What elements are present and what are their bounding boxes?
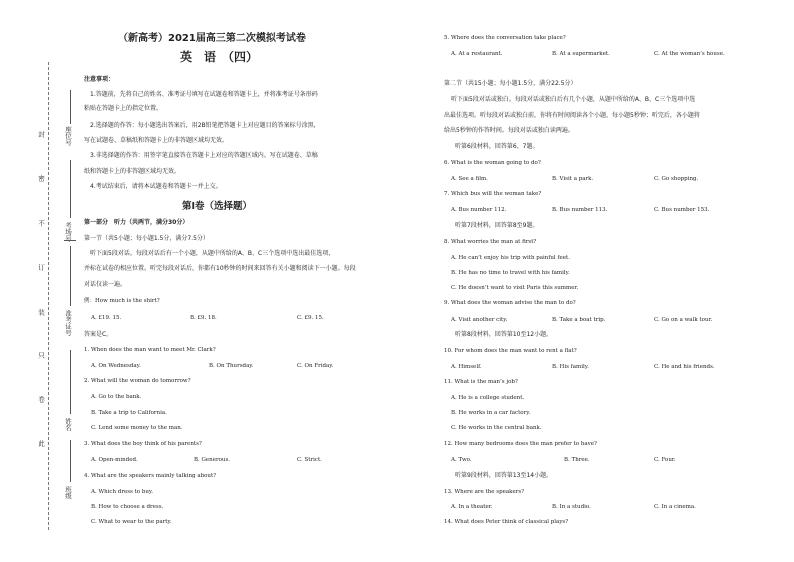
option: B. How to choose a dress. xyxy=(91,504,164,510)
section1-instruction: 听下面5段对话。每段对话后有一个小题，从题中所给的A、B、C三个选项中选出最佳选项， xyxy=(90,250,335,257)
seal-char: 装 xyxy=(37,309,45,316)
seal-char: 卷 xyxy=(37,396,45,403)
option: C. Four. xyxy=(654,457,676,463)
question-9: 9. What does the woman advise the man to do? xyxy=(444,300,576,306)
notice-line: 纸和答题卡上的非答题区域均无效。 xyxy=(84,168,181,175)
question-8: 8. What worries the man at first? xyxy=(444,239,537,245)
cut-line xyxy=(48,62,49,530)
option: C. What to wear to the party. xyxy=(91,519,172,525)
section1-title: 第一节（共5小题；每小题1.5分，满分7.5分） xyxy=(84,235,209,242)
notice-line: 写在试题卷、草稿纸和答题卡上的非答题区域均无效。 xyxy=(84,137,229,144)
question-11: 11. What is the man’s job? xyxy=(444,379,518,385)
question-6: 6. What is the woman going to do? xyxy=(444,160,541,166)
option: A. At a restaurant. xyxy=(451,51,503,57)
part1-title: 第一部分 听力（共两节，满分30分） xyxy=(84,219,189,226)
option: C. Bus number 153. xyxy=(654,207,710,213)
label-banji: 班级 xyxy=(64,486,72,499)
question-5: 5. Where does the conversation take place? xyxy=(444,35,566,41)
question-10: 10. For whom does the man want to rent a flat? xyxy=(444,348,577,354)
option: A. He is a college student. xyxy=(451,395,525,401)
option: A. Open-minded. xyxy=(91,457,138,463)
notice-line: 2.选择题的作答：每小题选出答案后，用2B铅笔把答题卡上对应题目的答案标号涂黑， xyxy=(90,122,320,129)
section1-instruction: 并标在试卷的相应位置。听完每段对话后，你都有10秒钟的时间来回答有关小题和阅读下一小题。每段 xyxy=(84,265,356,272)
question-1: 1. When does the man want to meet Mr. Clark? xyxy=(84,347,216,353)
option: B. He works in a car factory. xyxy=(451,410,531,416)
section1-instruction: 对话仅读一遍。 xyxy=(84,281,127,288)
subject-title: 英 语 （四） xyxy=(180,50,259,64)
section2-instruction: 听下面5段对话或独白。每段对话或独白后有几个小题，从题中所给的A、B、C三个选项中选 xyxy=(451,96,696,103)
option: C. In a cinema. xyxy=(654,504,696,510)
option: B. Take a trip to California. xyxy=(91,410,167,416)
option: A. Visit another city. xyxy=(451,317,508,323)
seal-char: 订 xyxy=(37,264,45,271)
option: C. He works in the central bank. xyxy=(451,425,542,431)
option: A. He can’t enjoy his trip with painful feet. xyxy=(451,255,570,261)
option: B. His family. xyxy=(552,364,589,370)
seal-char: 封 xyxy=(37,131,45,138)
notice-line: 3.非选择题的作答：用签字笔直接答在答题卡上对应的答题区域内。写在试题卷、草稿 xyxy=(90,152,318,159)
option: A. On Wednesday. xyxy=(91,363,141,369)
question-2: 2. What will the woman do tomorrow? xyxy=(84,378,191,384)
seal-char: 不 xyxy=(37,220,45,227)
example-option: B. £9. 18. xyxy=(190,315,217,321)
option: C. Go shopping. xyxy=(654,176,699,182)
notice-line: 粘贴在答题卡上的指定位置。 xyxy=(84,105,163,112)
volume-title: 第Ⅰ卷（选择题） xyxy=(182,201,253,212)
notice-line: 4.考试结束后，请将本试题卷和答题卡一并上交。 xyxy=(90,183,222,190)
seal-char: 此 xyxy=(37,440,45,447)
option: C. He doesn’t want to visit Paris this summer. xyxy=(451,285,579,291)
option: A. Go to the bank. xyxy=(91,394,142,400)
option: B. Visit a park. xyxy=(552,176,594,182)
option: B. At a supermarket. xyxy=(552,51,610,57)
option: C. He and his friends. xyxy=(654,364,715,370)
question-3: 3. What does the boy think of his parents? xyxy=(84,441,202,447)
section2-instruction: 给出5秒钟的作答时间。每段对话或独白读两遍。 xyxy=(444,127,574,134)
option: C. Lend some money to the man. xyxy=(91,425,183,431)
option: B. In a studio. xyxy=(552,504,591,510)
option: C. Go on a walk tour. xyxy=(654,317,713,323)
option: A. Bus number 112. xyxy=(451,207,507,213)
option: A. Two. xyxy=(451,457,472,463)
seal-char: 密 xyxy=(37,175,45,182)
question-4: 4. What are the speakers mainly talking about? xyxy=(84,473,217,479)
exam-title: （新高考）2021届高三第二次模拟考试卷 xyxy=(118,33,306,44)
label-kaochang: 考场号 xyxy=(64,222,72,242)
question-14: 14. What does Peter think of classical plays? xyxy=(444,519,569,525)
notice-title: 注意事项： xyxy=(84,76,115,83)
example-option: C. £9. 15. xyxy=(297,315,324,321)
question-7: 7. Which bus will the woman take? xyxy=(444,191,542,197)
label-xingming: 姓名 xyxy=(64,418,72,431)
option: A. Which dress to buy. xyxy=(91,489,154,495)
option: A. See a film. xyxy=(451,176,488,182)
listening-prompt: 听第8段材料，回答第10至12小题。 xyxy=(455,331,553,338)
question-12: 12. How many bedrooms does the man prefer to have? xyxy=(444,441,597,447)
option: B. On Thursday. xyxy=(209,363,254,369)
notice-line: 1.答题前，先将自己的姓名、准考证号填写在试题卷和答题卡上，并将准考证号条形码 xyxy=(90,91,318,98)
listening-prompt: 听第9段材料，回答第13至14小题。 xyxy=(455,472,553,479)
listening-prompt: 听第7段材料，回答第8至9题。 xyxy=(455,222,539,229)
option: A. In a theater. xyxy=(451,504,493,510)
option: B. Generous. xyxy=(194,457,231,463)
question-13: 13. Where are the speakers? xyxy=(444,489,525,495)
example-option: A. £19. 15. xyxy=(91,315,122,321)
option: B. Take a boat trip. xyxy=(552,317,606,323)
listening-prompt: 听第6段材料，回答第6、7题。 xyxy=(455,143,539,150)
option: B. Bus number 113. xyxy=(552,207,608,213)
option: B. He has no time to travel with his family. xyxy=(451,270,570,276)
section2-title: 第二节（共15小题；每小题1.5分，满分22.5分） xyxy=(444,80,577,87)
option: C. Strict. xyxy=(297,457,322,463)
option: C. On Friday. xyxy=(297,363,334,369)
option: B. Three. xyxy=(564,457,590,463)
option: C. At the woman’s house. xyxy=(654,51,725,57)
seal-char: 只 xyxy=(37,352,45,359)
label-zhunkao: 准考证号 xyxy=(64,310,72,336)
label-zuowei: 座位号 xyxy=(64,126,72,146)
example-answer: 答案是C。 xyxy=(84,331,113,338)
section2-instruction: 出最佳选项。听每段对话或独白前，你将有时间阅读各个小题，每小题5秒钟；听完后，各小题将 xyxy=(444,112,700,119)
option: A. Himself. xyxy=(451,364,482,370)
example-question: 例：How much is the shirt? xyxy=(84,298,160,304)
